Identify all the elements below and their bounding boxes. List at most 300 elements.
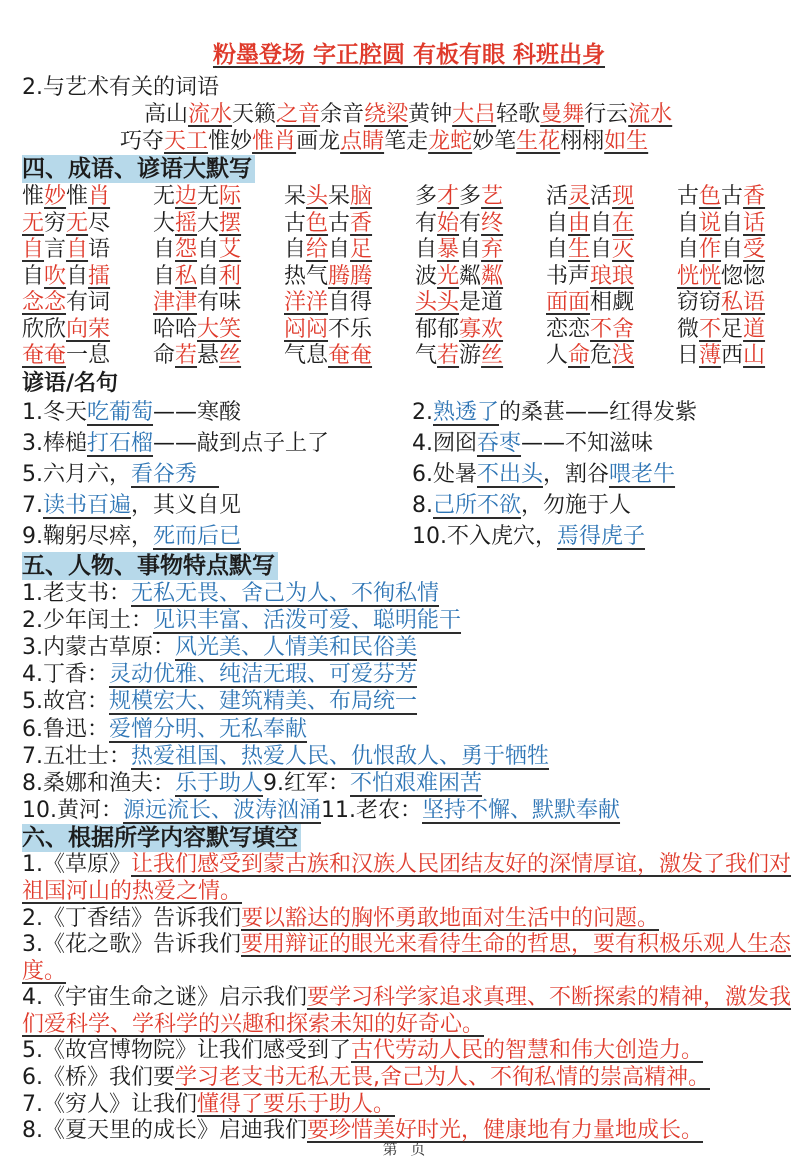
answer-red: 津津 (153, 290, 198, 315)
text-run: 自 (22, 263, 45, 289)
text-run: 活 (590, 184, 613, 209)
answer-red: 脑 (350, 184, 373, 209)
header-red-line (22, 42, 796, 69)
answer-blue: 看谷秀 (131, 461, 220, 487)
answer-red: 艺 (481, 184, 504, 209)
section-6-title (22, 825, 796, 852)
text-run: 3.棒槌 (22, 430, 87, 456)
text-run: 危 (590, 343, 613, 368)
answer-red: 流水 (188, 102, 233, 127)
idiom-cell (677, 184, 808, 211)
answer-red: 吹 (44, 263, 67, 289)
answer-red: 头 (306, 184, 329, 209)
text-run: 足 (721, 316, 744, 342)
answer-red: 无 (22, 210, 45, 236)
text-run: 有 (459, 210, 482, 236)
text-run: 6.《桥》我们要 (22, 1065, 175, 1091)
answer-red: 生 (568, 237, 591, 262)
answer-red: 寡欢 (459, 316, 504, 342)
feature-item (22, 688, 796, 715)
text-run: 古 (721, 184, 744, 209)
idiom-cell (677, 343, 808, 370)
text-run: 自 (546, 210, 569, 236)
text-run: 自 (197, 237, 220, 262)
text-run: 巧夺 (120, 129, 165, 154)
answer-blue: 熟透了 (433, 399, 500, 425)
answer-blue: 喂老牛 (609, 461, 676, 487)
idiom-cell (415, 184, 546, 211)
answer-red: 终 (481, 210, 504, 236)
text-run: 6.处暑 (412, 461, 477, 487)
answer-red: 之音 (276, 102, 321, 127)
text-run: 命 (153, 343, 176, 368)
idiom-cell (677, 237, 808, 264)
answer-red: 曼舞 (540, 102, 585, 127)
text-run: 自得 (328, 290, 373, 315)
proverbs-grid (22, 397, 796, 552)
dictation-item (22, 985, 796, 1038)
answer-red: 足 (350, 237, 373, 262)
text-run: 自 (677, 237, 700, 262)
answer-red: 在 (612, 210, 635, 236)
answer-blue: 死而后已 (153, 523, 242, 549)
answer-blue: 风光美、人情美和民俗美 (175, 634, 418, 660)
text-run: 惟 (66, 184, 89, 209)
answer-red: 面面 (546, 290, 591, 315)
art-words-line-1 (22, 101, 796, 128)
text-run: 古 (677, 184, 700, 209)
text-run: 自 (66, 263, 89, 289)
idiom-cell (284, 343, 415, 370)
text-run: 的桑葚——红得发紫 (499, 399, 698, 425)
text-run: 自 (153, 237, 176, 262)
text-run: 8.桑娜和渔夫： (22, 770, 175, 796)
section-6-title-text: 六、根据所学内容默写填空 (22, 824, 301, 852)
answer-red: 私语 (721, 290, 766, 315)
text-run: 欣欣 (22, 316, 67, 342)
answer-red: 香 (350, 210, 373, 236)
text-run: 日 (677, 343, 700, 368)
text-run: 活 (546, 184, 569, 209)
text-run: ，其义自见 (131, 492, 242, 518)
text-run: 悬 (197, 343, 220, 368)
answer-blue: 吃葡萄 (87, 399, 154, 425)
text-run: 古 (284, 210, 307, 236)
answer-red: 灭 (612, 237, 635, 262)
answer-red: 绕梁 (364, 102, 409, 127)
text-run: ，勿施于人 (521, 492, 632, 518)
answer-red: 天工 (164, 129, 209, 154)
answer-blue: 乐于助人 (175, 770, 264, 796)
answer-blue: 热爱祖国、热爱人民、仇恨敌人、勇于牺牲 (131, 743, 550, 769)
text-run: 微 (677, 316, 700, 342)
idiom-cell (22, 184, 153, 211)
idiom-cell (546, 343, 677, 370)
answer-red: 丝 (481, 343, 504, 368)
answer-red: 洋洋 (284, 290, 329, 315)
text-run: 8. (412, 492, 433, 518)
idiom-cell (153, 290, 284, 317)
answer-red: 妙 (44, 184, 67, 209)
text-run: 7.五壮士： (22, 743, 131, 769)
answer-blue: 规模宏大、建筑精美、布局统一 (109, 689, 418, 715)
text-run: 自 (677, 210, 700, 236)
text-run: 2.少年闰土： (22, 607, 153, 633)
answer-red: 始 (437, 210, 460, 236)
feature-item (22, 661, 796, 688)
text-run: 3.内蒙古草原： (22, 634, 175, 660)
answer-red: 由 (568, 210, 591, 236)
idiom-cell (546, 290, 677, 317)
idiom-cell (284, 184, 415, 211)
answer-red: 摆 (219, 210, 242, 236)
answer-red: 受 (743, 237, 766, 262)
text-run: 自 (459, 237, 482, 262)
dictation-item (22, 1092, 796, 1119)
text-run: 6.鲁迅： (22, 716, 109, 742)
answer-red: 生花 (516, 129, 561, 154)
answer-red: 惟肖 (252, 129, 297, 154)
answer-red: 大吕 (452, 102, 497, 127)
proverb-item (22, 428, 402, 459)
idiom-cell (153, 343, 284, 370)
answer-red: 弃 (481, 237, 504, 262)
answer-red: 要学习科学家追求真理、不断探索的精神，激发我们爱科学、学科学的兴趣和探索未知的好奇心。 (22, 985, 792, 1037)
dictation-list (22, 852, 796, 1145)
idiom-cell (546, 211, 677, 238)
feature-item (22, 797, 796, 824)
idiom-cell (153, 237, 284, 264)
proverb-item (402, 428, 796, 459)
idiom-cell (284, 317, 415, 344)
answer-red: 浅 (612, 343, 635, 368)
text-run: 行云 (584, 102, 629, 127)
answer-red: 话 (743, 210, 766, 236)
answer-red: 无 (66, 210, 89, 236)
idiom-cell (22, 264, 153, 291)
text-run: 自 (284, 237, 307, 262)
answer-blue: 打石榴 (87, 430, 154, 456)
text-run: 自 (590, 237, 613, 262)
answer-red: 懂得了要乐于助人。 (197, 1091, 396, 1117)
text-run: 多 (459, 184, 482, 209)
answer-red: 命 (568, 343, 591, 368)
page-footer: 第 页 (382, 1140, 430, 1158)
answer-red: 粉墨登场 字正腔圆 有板有眼 科班出身 (212, 42, 606, 68)
text-run: 窃窃 (677, 290, 722, 315)
answer-red: 肖 (88, 184, 111, 209)
text-run: 粼 (459, 263, 482, 289)
text-run: 11.老农： (321, 798, 423, 824)
answer-red: 闷闷 (284, 316, 329, 342)
text-run: 天籁 (232, 102, 277, 127)
text-run: 尽 (88, 210, 111, 236)
text-run: 穷 (44, 210, 67, 236)
text-run: 4.《宇宙生命之谜》启示我们 (22, 985, 307, 1011)
answer-red: 让我们感受到蒙古族和汉族人民团结友好的深情厚谊，激发了我们对祖国河山的热爱之情。 (22, 852, 792, 904)
text-run: ——不知滋味 (521, 430, 654, 456)
text-run: 3.《花之歌》告诉我们 (22, 932, 241, 958)
text-run: 自 (153, 263, 176, 289)
text-run: 相觑 (590, 290, 635, 315)
answer-blue: 爱憎分明、无私奉献 (109, 716, 308, 742)
text-run: 游 (459, 343, 482, 368)
idiom-cell (546, 264, 677, 291)
feature-item (22, 743, 796, 770)
answer-red: 山 (743, 343, 766, 368)
answer-red: 现 (612, 184, 635, 209)
feature-item (22, 580, 796, 607)
text-run: 有词 (66, 290, 111, 315)
answer-red: 说 (699, 210, 722, 236)
text-run: 1.《草原》 (22, 852, 131, 878)
answer-red: 如生 (604, 129, 649, 154)
section-4-title-text: 四、成语、谚语大默写 (22, 155, 255, 183)
text-run: 大 (197, 210, 220, 236)
answer-red: 薄 (699, 343, 722, 368)
idiom-cell (415, 211, 546, 238)
text-run: 7.《穷人》让我们 (22, 1091, 197, 1117)
answer-red: 奄奄 (22, 343, 67, 368)
answer-red: 若 (175, 343, 198, 368)
proverb-item (22, 459, 402, 490)
idiom-cell (22, 317, 153, 344)
text-run: 1.冬天 (22, 399, 87, 425)
text-run: 波 (415, 263, 438, 289)
text-run: 言 (44, 237, 67, 262)
proverb-item (22, 397, 402, 428)
answer-red: 要以豁达的胸怀勇敢地面对生活中的问题。 (241, 905, 660, 931)
answer-red: 艾 (219, 237, 242, 262)
proverb-item (22, 490, 402, 521)
answer-red: 色 (306, 210, 329, 236)
idiom-cell (415, 290, 546, 317)
section-4-title (22, 156, 796, 183)
answer-red: 边 (175, 184, 198, 209)
answer-red: 利 (219, 263, 242, 289)
proverb-item (402, 397, 796, 428)
idiom-cell (415, 264, 546, 291)
answer-red: 道 (743, 316, 766, 342)
text-run: 2. (412, 399, 433, 425)
text-run: 8.《夏天里的成长》启迪我们 (22, 1118, 307, 1144)
text-run: 10.不入虎穴， (412, 523, 557, 549)
answer-red: 给 (306, 237, 329, 262)
idiom-cell (22, 343, 153, 370)
idiom-cell (22, 237, 153, 264)
text-run: 惚惚 (721, 263, 766, 289)
text-run: 惟妙 (208, 129, 253, 154)
answer-blue: 吞枣 (477, 430, 522, 456)
text-run: 大 (153, 210, 176, 236)
answer-blue: 无私无畏、舍己为人、不徇私情 (131, 580, 440, 606)
idiom-cell (153, 211, 284, 238)
answer-red: 向荣 (66, 316, 111, 342)
text-run: 书声 (546, 263, 591, 289)
text-run: 5.六月六， (22, 461, 131, 487)
section-5-title (22, 553, 796, 580)
proverb-item (402, 459, 796, 490)
answer-red: 暴 (437, 237, 460, 262)
answer-red: 灵 (568, 184, 591, 209)
dictation-item (22, 1065, 796, 1092)
answer-red: 光 (437, 263, 460, 289)
text-run: 有 (415, 210, 438, 236)
proverb-item (22, 521, 402, 552)
answer-blue: 焉得虎子 (557, 523, 646, 549)
proverbs-title: 谚语/名句 (22, 370, 119, 396)
text-run: 气息 (284, 343, 329, 368)
answer-red: 奄奄 (328, 343, 373, 368)
answer-red: 香 (743, 184, 766, 209)
text-run: 呆 (284, 184, 307, 209)
answer-red: 流水 (628, 102, 673, 127)
text-run: 西 (721, 343, 744, 368)
idiom-cell (677, 264, 808, 291)
answer-red: 龙蛇 (428, 129, 473, 154)
text-run: 自 (721, 237, 744, 262)
feature-item (22, 716, 796, 743)
dictation-item (22, 932, 796, 985)
text-run: 哈哈 (153, 316, 198, 342)
text-run: 自 (590, 210, 613, 236)
answer-blue: 己所不欲 (433, 492, 522, 518)
answer-red: 才 (437, 184, 460, 209)
idiom-cell (546, 237, 677, 264)
answer-blue: 见识丰富、活泼可爱、聪明能干 (153, 607, 462, 633)
answer-blue: 灵动优雅、纯洁无瑕、可爱芬芳 (109, 662, 418, 688)
idiom-cell (284, 290, 415, 317)
feature-item (22, 634, 796, 661)
text-run: 5.故宫： (22, 689, 109, 715)
text-run: 4.丁香： (22, 662, 109, 688)
answer-blue: 坚持不懈、默默奉献 (422, 798, 621, 824)
text-run: 是道 (459, 290, 504, 315)
answer-blue: 不怕艰难困苦 (350, 770, 483, 796)
text-run: 4.囫囵 (412, 430, 477, 456)
text-run: 笔走 (384, 129, 429, 154)
answer-red: 腾腾 (328, 263, 373, 289)
answer-red: 点睛 (340, 129, 385, 154)
idiom-cell (415, 237, 546, 264)
answer-red: 不 (699, 316, 722, 342)
text-run: 气 (415, 343, 438, 368)
text-run: 语 (88, 237, 111, 262)
feature-item (22, 770, 796, 797)
text-run: 10.黄河： (22, 798, 123, 824)
answer-red: 学习老支书无私无畏,舍己为人、不徇私情的崇高精神。 (175, 1065, 710, 1091)
text-run: 郁郁 (415, 316, 460, 342)
answer-red: 大笑 (197, 316, 242, 342)
text-run: 9.鞠躬尽瘁， (22, 523, 153, 549)
text-run: 有味 (197, 290, 242, 315)
idiom-cell (284, 237, 415, 264)
text-run: 不乐 (328, 316, 373, 342)
answer-red: 若 (437, 343, 460, 368)
idiom-cell (677, 317, 808, 344)
text-run: 恋恋 (546, 316, 591, 342)
answer-red: 头头 (415, 290, 460, 315)
text-run: 多 (415, 184, 438, 209)
text-run: 自 (546, 237, 569, 262)
idiom-cell (22, 290, 153, 317)
answer-red: 私 (175, 263, 198, 289)
text-run: 人 (546, 343, 569, 368)
text-run: 自 (197, 263, 220, 289)
answer-red: 怨 (175, 237, 198, 262)
text-run: 自 (415, 237, 438, 262)
answer-red: 擂 (88, 263, 111, 289)
text-run: 呆 (328, 184, 351, 209)
idiom-cell (546, 317, 677, 344)
answer-red: 不舍 (590, 316, 635, 342)
proverb-item (402, 521, 796, 552)
answer-red: 念念 (22, 290, 67, 315)
text-run: 高山 (144, 102, 189, 127)
idiom-grid (22, 184, 796, 370)
text-run: 5.《故宫博物院》让我们感受到了 (22, 1038, 351, 1064)
text-run: 栩栩 (560, 129, 605, 154)
answer-red: 摇 (175, 210, 198, 236)
text-run: ——寒酸 (153, 399, 242, 425)
text-run: 9.红军： (263, 770, 351, 796)
text-run: 无 (153, 184, 176, 209)
answer-red: 际 (219, 184, 242, 209)
art-words-line-2 (22, 128, 796, 155)
idiom-cell (677, 211, 808, 238)
idiom-cell (153, 184, 284, 211)
text-run: 妙笔 (472, 129, 517, 154)
answer-red: 自 (66, 237, 89, 262)
idiom-cell (284, 264, 415, 291)
answer-red: 自 (22, 237, 45, 262)
answer-blue: 不出头 (477, 461, 544, 487)
text-run: 7. (22, 492, 43, 518)
text-run: 2.《丁香结》告诉我们 (22, 905, 241, 931)
art-words-title: 2.与艺术有关的词语 (22, 75, 219, 100)
idiom-cell (415, 317, 546, 344)
proverb-item (402, 490, 796, 521)
answer-red: 要珍惜美好时光，健康地有力量地成长。 (307, 1118, 704, 1144)
idiom-cell (153, 317, 284, 344)
text-run: 热气 (284, 263, 329, 289)
section-5-title-text: 五、人物、事物特点默写 (22, 552, 278, 580)
idiom-cell (677, 290, 808, 317)
text-run: 黄钟 (408, 102, 453, 127)
feature-item (22, 607, 796, 634)
answer-red: 恍恍 (677, 263, 722, 289)
answer-red: 作 (699, 237, 722, 262)
text-run: 1.老支书： (22, 580, 131, 606)
text-run: 一息 (66, 343, 111, 368)
answer-red: 色 (699, 184, 722, 209)
text-run: 惟 (22, 184, 45, 209)
dictation-item (22, 906, 796, 933)
text-run: ，割谷 (543, 461, 610, 487)
text-run: 自 (721, 210, 744, 236)
text-run: 画龙 (296, 129, 341, 154)
text-run: 轻歌 (496, 102, 541, 127)
answer-red: 丝 (219, 343, 242, 368)
answer-blue: 源远流长、波涛汹涌 (123, 798, 322, 824)
answer-red: 粼 (481, 263, 504, 289)
answer-red: 要用辩证的眼光来看待生命的哲思，要有积极乐观人生态度。 (22, 932, 792, 984)
idiom-cell (22, 211, 153, 238)
idiom-cell (415, 343, 546, 370)
text-run: 古 (328, 210, 351, 236)
answer-blue: 读书百遍 (43, 492, 132, 518)
text-run: 自 (328, 237, 351, 262)
